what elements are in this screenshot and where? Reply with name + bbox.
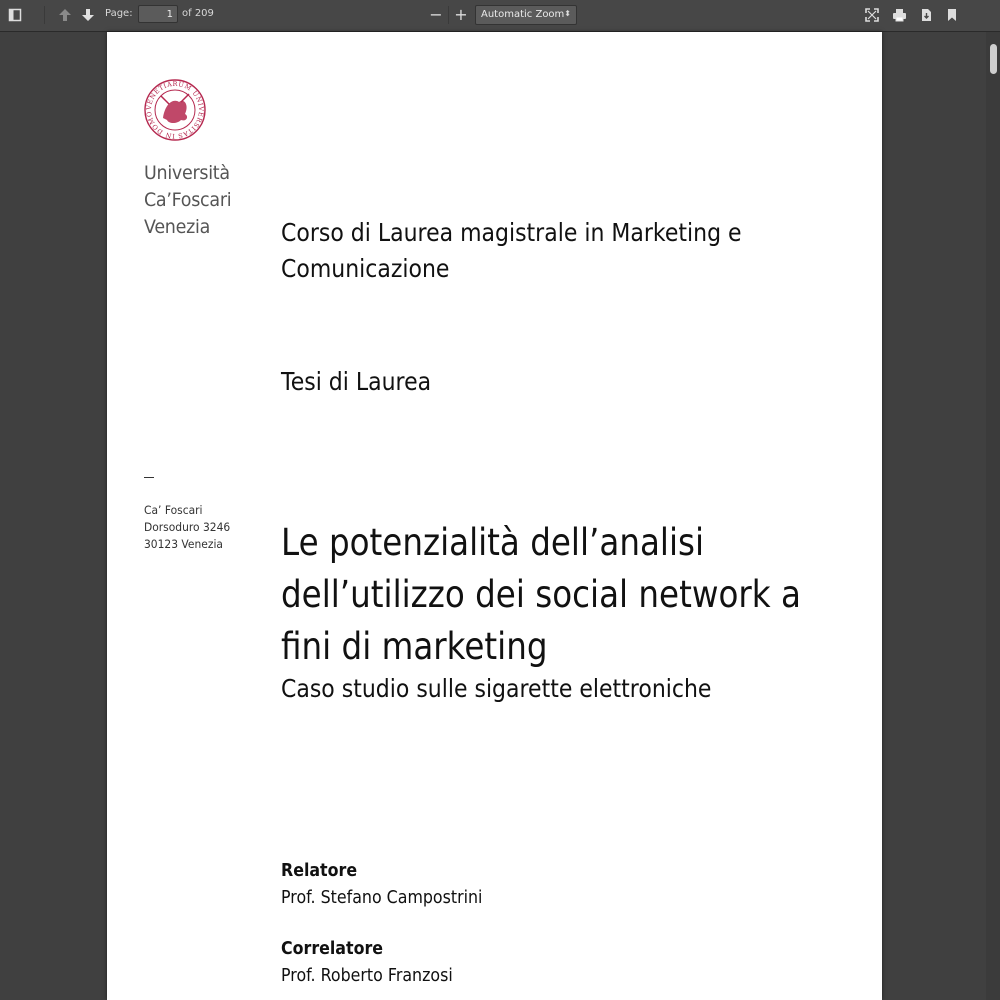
address-line1: Ca’ Foscari <box>144 503 203 517</box>
toolbar-separator <box>44 6 45 24</box>
university-name-line3: Venezia <box>144 216 211 238</box>
university-seal-icon <box>143 74 207 144</box>
address-line2: Dorsoduro 3246 <box>144 520 231 534</box>
address-line3: 30123 Venezia <box>144 537 223 551</box>
toolbar-separator <box>448 6 449 24</box>
university-name-line1: Università <box>144 162 230 184</box>
select-arrows-icon: ⬍ <box>564 9 571 18</box>
thesis-title-line3: fini di marketing <box>281 625 548 668</box>
correlatore-name: Prof. Roberto Franzosi <box>281 965 453 986</box>
toolbar <box>0 0 1000 32</box>
download-icon[interactable] <box>915 5 937 25</box>
page-number-input[interactable] <box>138 5 178 23</box>
vertical-scrollbar[interactable] <box>986 32 1000 1000</box>
thesis-type: Tesi di Laurea <box>281 367 432 396</box>
scrollbar-thumb[interactable] <box>990 44 997 74</box>
thesis-subtitle: Caso studio sulle sigarette elettroniche <box>281 674 712 703</box>
university-name-line2: Ca’Foscari <box>144 189 232 211</box>
next-page-icon[interactable] <box>77 5 99 25</box>
zoom-select[interactable] <box>475 5 577 25</box>
zoom-out-button[interactable]: − <box>429 4 443 24</box>
seal-text: VENETIARUM UNIVERSITAS IN DOMO <box>144 79 206 141</box>
thesis-title-line2: dell’utilizzo dei social network a <box>281 573 801 616</box>
thesis-title-line1: Le potenzialità dell’analisi <box>281 521 705 564</box>
bookmark-icon[interactable] <box>941 5 963 25</box>
zoom-in-button[interactable]: + <box>454 4 468 24</box>
presentation-mode-icon[interactable] <box>861 5 883 25</box>
page-total: of 209 <box>182 8 214 19</box>
correlatore-label: Correlatore <box>281 938 384 959</box>
relatore-label: Relatore <box>281 860 358 881</box>
page-label: Page: <box>105 8 133 19</box>
print-icon[interactable] <box>888 5 910 25</box>
sidebar-toggle-icon[interactable] <box>4 5 26 25</box>
previous-page-icon[interactable] <box>54 5 76 25</box>
zoom-select-value: Automatic Zoom <box>481 9 565 20</box>
pdf-page <box>107 32 882 1000</box>
divider-dash <box>144 477 154 478</box>
course-line2: Comunicazione <box>281 254 450 283</box>
relatore-name: Prof. Stefano Campostrini <box>281 887 483 908</box>
course-line1: Corso di Laurea magistrale in Marketing e <box>281 218 742 247</box>
